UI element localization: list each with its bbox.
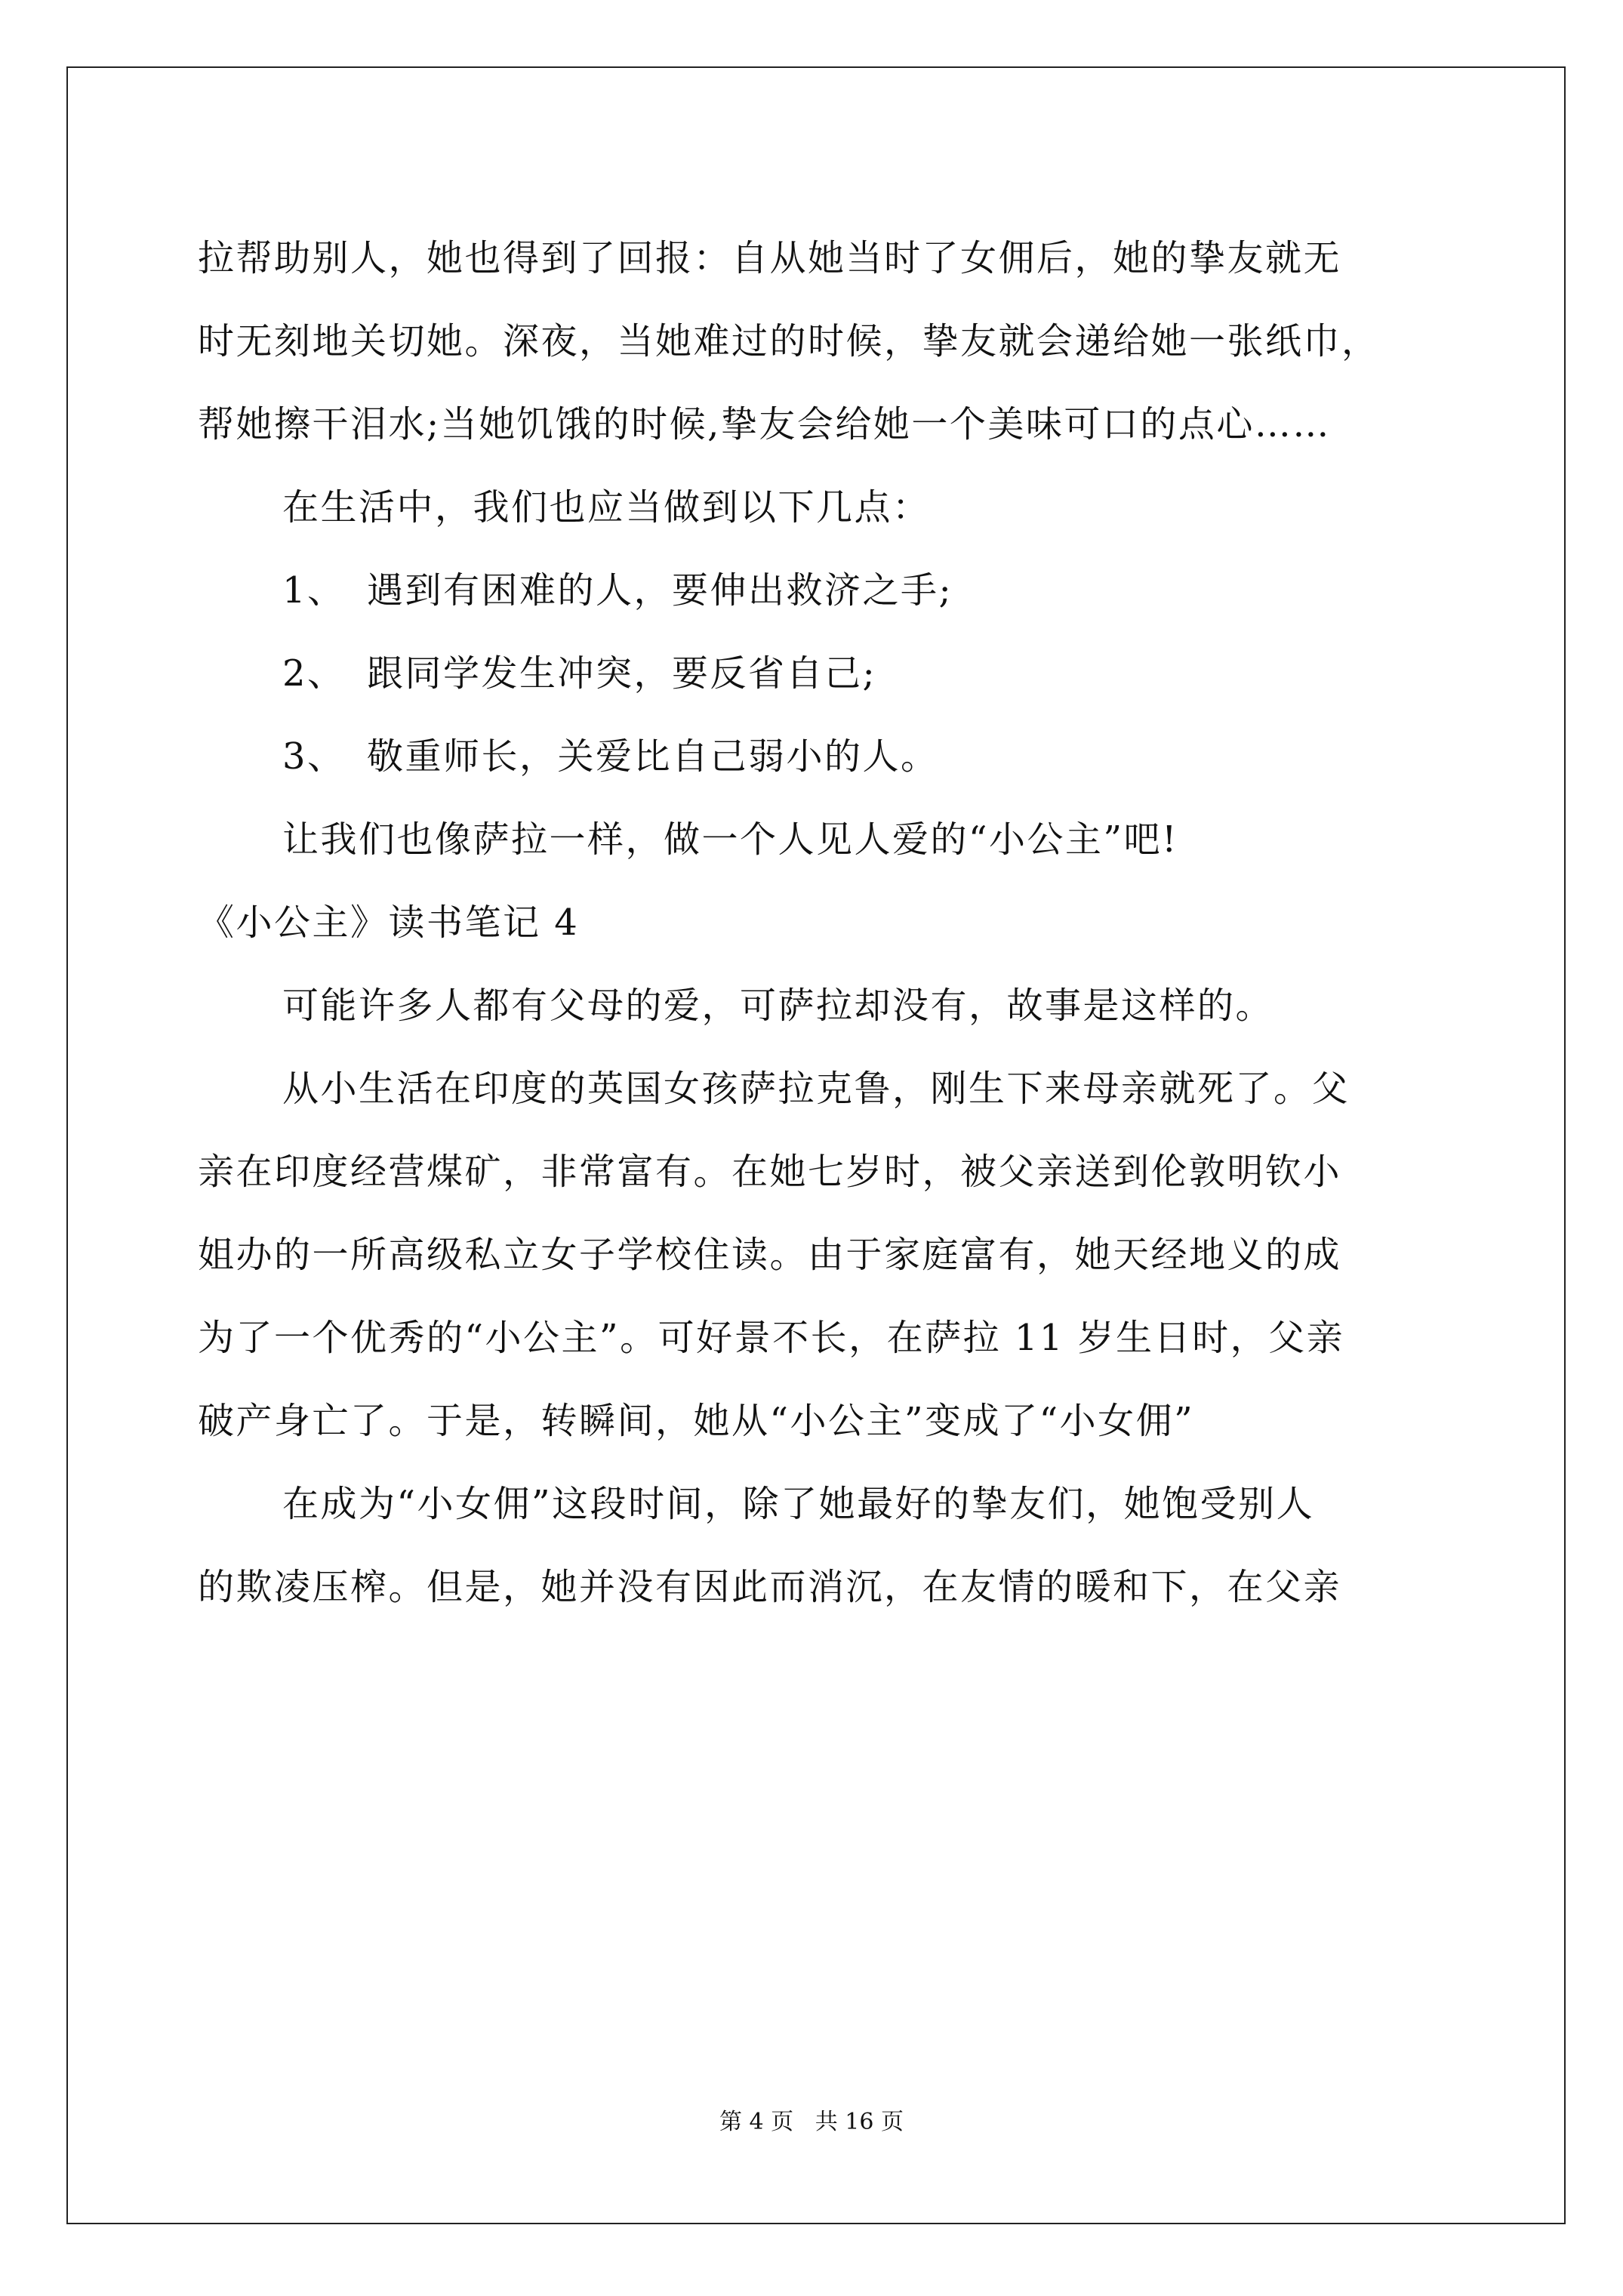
paragraph-line: 可能许多人都有父母的爱，可萨拉却没有，故事是这样的。 (282, 985, 1274, 1027)
list-text: 敬重师长，关爱比自己弱小的人。 (367, 735, 939, 778)
paragraph-line: 亲在印度经营煤矿，非常富有。在她七岁时，被父亲送到伦敦明钦小 (198, 1151, 1342, 1193)
paragraph-line: 在成为“小女佣”这段时间，除了她最好的挚友们，她饱受别人 (282, 1483, 1315, 1525)
page-footer: 第 4 页 共 16 页 (719, 2109, 904, 2135)
paragraph-line: 帮她擦干泪水;当她饥饿的时候,挚友会给她一个美味可口的点心…… (198, 403, 1331, 445)
list-text: 跟同学发生冲突，要反省自己; (367, 652, 877, 695)
paragraph-line: 的欺凌压榨。但是，她并没有因此而消沉，在友情的暖和下，在父亲 (198, 1566, 1342, 1608)
list-text: 遇到有困难的人，要伸出救济之手; (367, 569, 953, 612)
page-border (66, 66, 1566, 2224)
paragraph-line: 让我们也像萨拉一样，做一个人见人爱的“小公主”吧! (282, 818, 1178, 861)
list-number: 2、 (282, 652, 346, 695)
paragraph-line: 拉帮助别人，她也得到了回报：自从她当时了女佣后，她的挚友就无 (198, 237, 1342, 279)
list-item (282, 734, 939, 779)
paragraph-line: 姐办的一所高级私立女子学校住读。由于家庭富有，她天经地义的成 (198, 1234, 1342, 1276)
list-number: 1、 (282, 569, 346, 612)
paragraph-line: 从小生活在印度的英国女孩萨拉克鲁，刚生下来母亲就死了。父 (282, 1068, 1350, 1110)
list-item (282, 568, 953, 613)
paragraph-line: 在生活中，我们也应当做到以下几点： (282, 486, 931, 529)
list-item (282, 651, 876, 696)
paragraph-line: 为了一个优秀的“小公主”。可好景不长，在萨拉 11 岁生日时，父亲 (198, 1317, 1345, 1359)
paragraph-line: 时无刻地关切她。深夜，当她难过的时候，挚友就会递给她一张纸巾， (198, 320, 1380, 362)
list-number: 3、 (282, 735, 346, 778)
paragraph-line: 破产身亡了。于是，转瞬间，她从“小公主”变成了“小女佣” (198, 1400, 1195, 1442)
section-heading: 《小公主》读书笔记 4 (198, 901, 580, 944)
